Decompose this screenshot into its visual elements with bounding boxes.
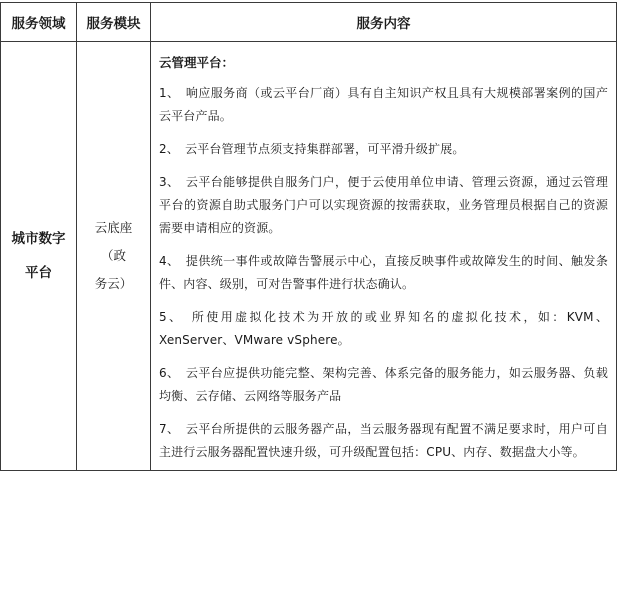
module-cell xyxy=(77,42,151,471)
content-item-2: 2、 云平台管理节点须支持集群部署，可平滑升级扩展。 xyxy=(159,142,465,156)
content-item-5: 5、 所使用虚拟化技术为开放的或业界知名的虚拟化技术，如：KVM、XenServer、VMware vSphere。 xyxy=(159,310,608,347)
module-text-line2: 务云） xyxy=(94,276,133,291)
content-item-3: 3、 云平台能够提供自服务门户，便于云使用单位申请、管理云资源，通过云管理平台的资源自助式服务门户可以实现资源的按需获取，业务管理员根据自己的资源需要申请相应的资源。 xyxy=(159,175,608,235)
header-content: 服务内容 xyxy=(151,3,617,42)
domain-cell xyxy=(1,42,77,471)
content-item-7: 7、 云平台所提供的云服务器产品，当云服务器现有配置不满足要求时，用户可自主进行云服务器配置快速升级，可升级配置包括：CPU、内存、数据盘大小等。 xyxy=(159,422,608,459)
content-title: 云管理平台： xyxy=(159,55,235,70)
content-item-1: 1、 响应服务商（或云平台厂商）具有自主知识产权且具有大规模部署案例的国产云平台产品。 xyxy=(159,86,608,123)
content-cell xyxy=(151,42,617,471)
domain-text-line1: 城市数字 xyxy=(11,231,66,247)
header-module: 服务模块 xyxy=(77,3,151,42)
document-page xyxy=(0,2,622,597)
content-item-4: 4、 提供统一事件或故障告警展示中心，直接反映事件或故障发生的时间、触发条件、内容、级别，可对告警事件进行状态确认。 xyxy=(159,254,608,291)
service-table xyxy=(0,2,617,471)
domain-text-line2: 平台 xyxy=(25,265,52,281)
header-domain: 服务领域 xyxy=(1,3,77,42)
content-item-6: 6、 云平台应提供功能完整、架构完善、体系完备的服务能力，如云服务器、负载均衡、云存储、云网络等服务产品 xyxy=(159,366,608,403)
table-header-row xyxy=(1,3,617,42)
module-text-line1: 云底座（政 xyxy=(94,220,133,263)
table-row xyxy=(1,42,617,471)
